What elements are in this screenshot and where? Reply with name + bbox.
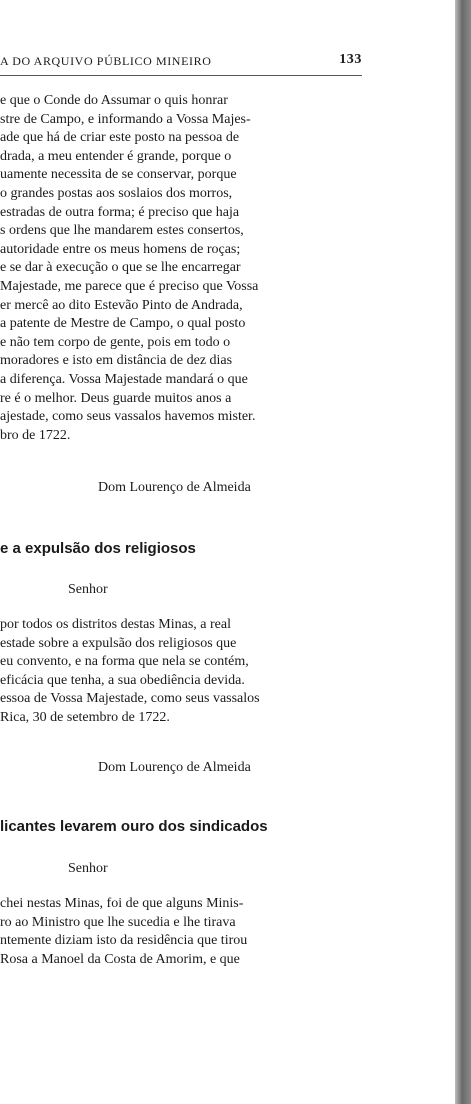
text-line: Rica, 30 de setembro de 1722.	[0, 709, 170, 725]
letter-3-body	[0, 895, 362, 969]
salutation: Senhor	[68, 582, 108, 597]
text-line: eu convento, e na forma que nela se contém,	[0, 654, 249, 670]
text-line: moradores e isto em distância de dez dias	[0, 353, 233, 369]
text-line: estade sobre a expulsão dos religiosos que	[0, 635, 237, 651]
running-head	[0, 54, 362, 70]
section-heading: e a expulsão dos religiosos	[0, 540, 196, 557]
text-line: er mercê ao dito Estevão Pinto de Andrada,	[0, 297, 243, 313]
page-number: 133	[339, 52, 362, 67]
text-line: chei nestas Minas, foi de que alguns Minis-	[0, 896, 244, 911]
text-line: autoridade entre os meus homens de roças;	[0, 241, 241, 257]
text-line: o grandes postas aos soslaios dos morros,	[0, 185, 233, 201]
text-line: Rosa a Manoel da Costa de Amorim, e que	[0, 951, 240, 967]
header-rule	[0, 75, 362, 76]
text-line: drada, a meu entender é grande, porque o	[0, 148, 232, 164]
text-line: s ordens que lhe mandarem estes consertos,	[0, 223, 244, 239]
text-line: a diferença. Vossa Majestade mandará o que	[0, 371, 248, 387]
text-line: Majestade, me parece que é preciso que Vossa	[0, 278, 259, 294]
letter-1-signature: Dom Lourenço de Almeida	[98, 480, 251, 495]
text-line: stre de Campo, e informando a Vossa Majes-	[0, 111, 251, 127]
text-line: re é o melhor. Deus guarde muitos anos a	[0, 390, 232, 406]
running-head-title: A DO ARQUIVO PÚBLICO MINEIRO	[0, 54, 212, 68]
text-line: essoa de Vossa Majestade, como seus vassalos	[0, 691, 260, 707]
book-gutter-shadow	[455, 0, 471, 1104]
letter-1-body	[0, 92, 362, 445]
letter-2-body	[0, 616, 362, 728]
text-line: a patente de Mestre de Campo, o qual posto	[0, 316, 246, 332]
letter-2-signature: Dom Lourenço de Almeida	[98, 760, 251, 775]
text-line: estradas de outra forma; é preciso que haja	[0, 204, 240, 220]
text-line: e se dar à execução o que se lhe encarregar	[0, 260, 241, 276]
text-line: e que o Conde do Assumar o quis honrar	[0, 93, 228, 108]
text-line: eficácia que tenha, a sua obediência devida.	[0, 672, 245, 688]
text-line: por todos os distritos destas Minas, a real	[0, 617, 231, 632]
text-line: ro ao Ministro que lhe sucedia e lhe tirava	[0, 914, 236, 930]
text-line: bro de 1722.	[0, 427, 71, 443]
text-line: uamente necessita de se conservar, porque	[0, 167, 237, 183]
text-line: ntemente diziam isto da residência que tirou	[0, 933, 248, 949]
section-heading: licantes levarem ouro dos sindicados	[0, 818, 268, 835]
text-line: ade que há de criar este posto na pessoa de	[0, 130, 240, 146]
text-line: e não tem corpo de gente, pois em todo o	[0, 334, 231, 350]
text-line: ajestade, como seus vassalos havemos mister.	[0, 409, 256, 425]
salutation: Senhor	[68, 861, 108, 876]
